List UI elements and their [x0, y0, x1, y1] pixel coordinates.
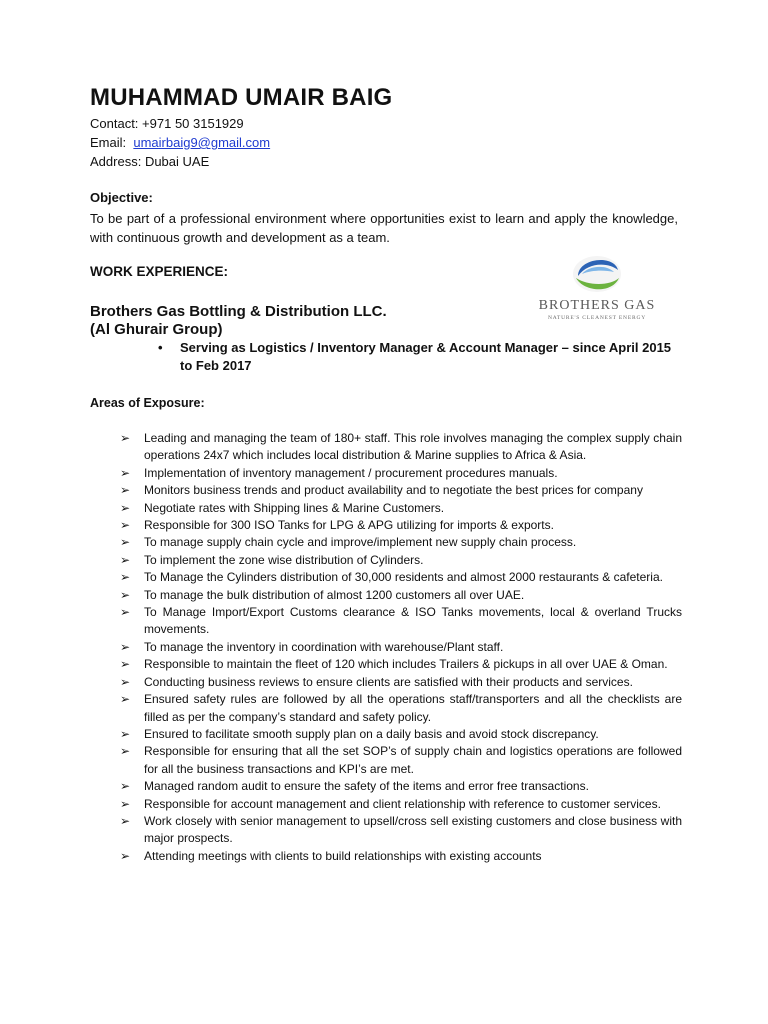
list-item: ➢ To manage the bulk distribution of almost 1200 customers all over UAE.	[120, 587, 682, 604]
company-name	[90, 303, 387, 339]
email-label: Email:	[90, 135, 127, 150]
company-line-1: Brothers Gas Bottling & Distribution LLC.	[90, 303, 387, 320]
role-bullet	[158, 339, 682, 375]
contact-block	[90, 114, 270, 171]
list-item: ➢ Responsible for account management and client relationship with reference to customer services.	[120, 796, 682, 813]
contact-label: Contact:	[90, 116, 139, 131]
list-item: ➢ To Manage Import/Export Customs clearance & ISO Tanks movements, local & overland Trucks movements.	[120, 604, 682, 639]
logo-name: BROTHERS GAS	[538, 298, 656, 313]
list-item: ➢ Managed random audit to ensure the safety of the items and error free transactions.	[120, 778, 682, 795]
email-line	[90, 133, 270, 152]
logo-tagline: NATURE'S CLEANEST ENERGY	[547, 315, 647, 321]
list-item: ➢ Attending meetings with clients to build relationships with existing accounts	[120, 848, 682, 865]
list-item: ➢ To manage supply chain cycle and improve/implement new supply chain process.	[120, 534, 682, 551]
list-item: ➢ Implementation of inventory management / procurement procedures manuals.	[120, 465, 682, 482]
list-item: ➢ Monitors business trends and product availability and to negotiate the best prices for company	[120, 482, 682, 499]
address-value: Dubai UAE	[144, 154, 210, 169]
list-item: ➢ Ensured to facilitate smooth supply plan on a daily basis and avoid stock discrepancy.	[120, 726, 682, 743]
bullet-icon: •	[158, 340, 163, 355]
list-item: ➢ To Manage the Cylinders distribution of 30,000 residents and almost 2000 restaurants & cafeteria.	[120, 569, 682, 586]
list-item: ➢ Responsible for ensuring that all the set SOP’s of supply chain and logistics operations are followed for all the business transactions and KPI’s are met.	[120, 743, 682, 778]
list-item: ➢ Conducting business reviews to ensure clients are satisfied with their products and services.	[120, 674, 682, 691]
duties-list	[120, 430, 682, 865]
list-item: ➢ Responsible to maintain the fleet of 120 which includes Trailers & pickups in all over UAE & Oman.	[120, 656, 682, 673]
company-line-2: (Al Ghurair Group)	[90, 321, 223, 338]
objective-text: To be part of a professional environment where opportunities exist to learn and apply the knowledge, with continuous growth and development as a team.	[90, 211, 678, 245]
email-link[interactable]: umairbaig9@gmail.com	[133, 135, 271, 150]
brothers-gas-logo	[522, 252, 672, 324]
list-item: ➢ Responsible for 300 ISO Tanks for LPG & APG utilizing for imports & exports.	[120, 517, 682, 534]
phone-value: +971 50 3151929	[142, 116, 244, 131]
objective-heading: Objective:	[90, 190, 153, 205]
list-item: ➢ Negotiate rates with Shipping lines & Marine Customers.	[120, 500, 682, 517]
phone-line	[90, 114, 270, 133]
list-item: ➢ Work closely with senior management to upsell/cross sell existing customers and close business with major prospects.	[120, 813, 682, 848]
list-item: ➢ Leading and managing the team of 180+ staff. This role involves managing the complex supply chain operations 24x7 which includes local distribution & Marine supplies to Africa & Asia.	[120, 430, 682, 465]
list-item: ➢ To implement the zone wise distribution of Cylinders.	[120, 552, 682, 569]
list-item: ➢ Ensured safety rules are followed by all the operations staff/transporters and all the checklists are filled as per the company’s standard and safety policy.	[120, 691, 682, 726]
role-text: Serving as Logistics / Inventory Manager & Account Manager – since April 2015 to Feb 2017	[180, 340, 672, 373]
work-experience-heading: WORK EXPERIENCE:	[90, 264, 229, 279]
candidate-name: MUHAMMAD UMAIR BAIG	[90, 84, 393, 111]
address-line	[90, 152, 270, 171]
address-label: Address:	[90, 154, 142, 169]
list-item: ➢ To manage the inventory in coordination with warehouse/Plant staff.	[120, 639, 682, 656]
areas-heading: Areas of Exposure:	[90, 396, 205, 410]
